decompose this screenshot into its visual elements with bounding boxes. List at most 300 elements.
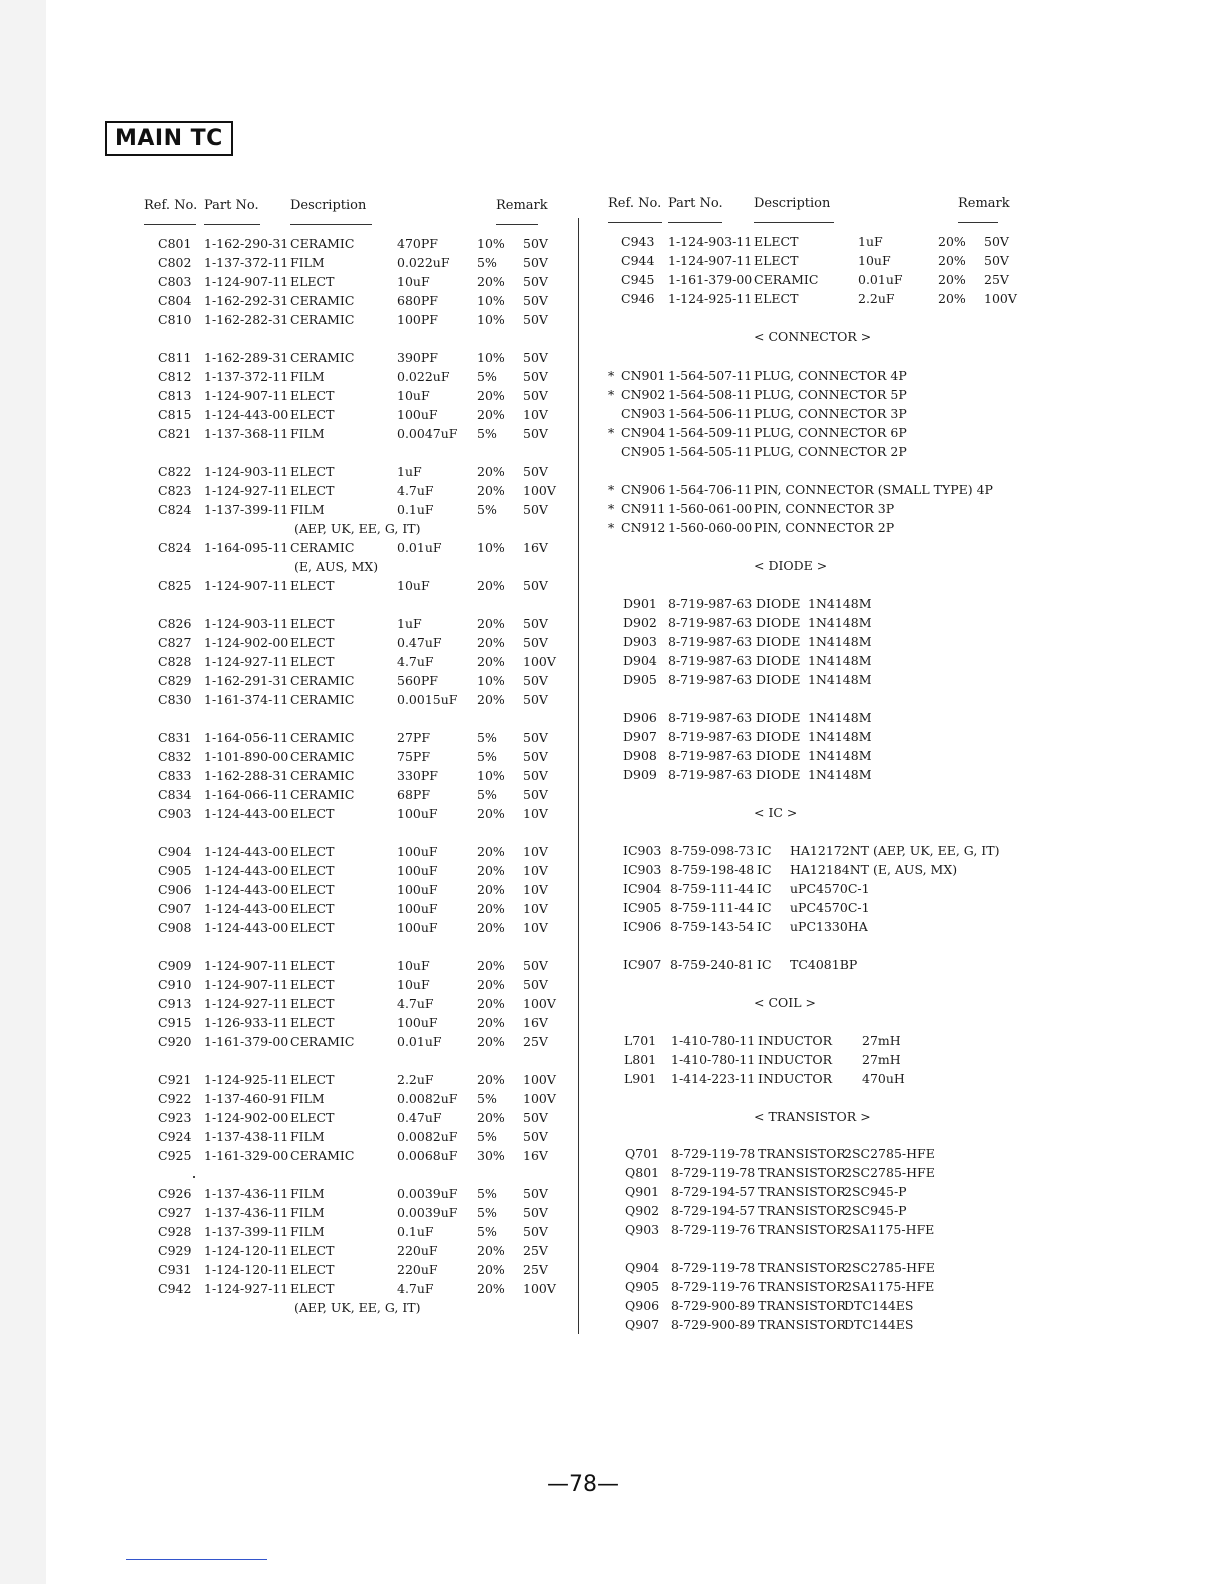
part-no: 8-759-111-44: [670, 900, 755, 915]
right-header-part: Part No.: [668, 196, 723, 211]
part-no: 8-729-900-89: [671, 1317, 756, 1332]
voltage: 50V: [523, 749, 548, 764]
type-no: 1N4148M: [808, 634, 872, 649]
left-header-remark-underline: [496, 224, 538, 225]
part-no: 8-729-119-76: [671, 1279, 756, 1294]
voltage: 100V: [523, 1281, 556, 1296]
tolerance: 20%: [938, 234, 966, 249]
tolerance: 10%: [477, 540, 505, 555]
voltage: 100V: [523, 654, 556, 669]
group-heading-coil: < COIL >: [754, 995, 816, 1010]
value: 100uF: [397, 901, 438, 916]
description: DIODE: [756, 748, 801, 763]
voltage: 10V: [523, 920, 548, 935]
tolerance: 30%: [477, 1148, 505, 1163]
part-no: 1-564-506-11: [668, 406, 753, 421]
voltage: 10V: [523, 407, 548, 422]
part-no: 1-124-902-00: [204, 635, 289, 650]
value: 220uF: [397, 1262, 438, 1277]
description: FILM: [290, 1224, 325, 1239]
part-no: 1-124-925-11: [668, 291, 753, 306]
voltage: 16V: [523, 540, 548, 555]
part-no: 8-759-240-81: [670, 957, 755, 972]
type-no: 27mH: [862, 1033, 901, 1048]
description: IC: [757, 957, 772, 972]
voltage: 50V: [523, 388, 548, 403]
part-no: 1-164-056-11: [204, 730, 289, 745]
description: ELECT: [290, 464, 335, 479]
tolerance: 20%: [477, 1281, 505, 1296]
ref-no: C811: [158, 350, 192, 365]
right-header-part-underline: [668, 222, 722, 223]
value: 10uF: [397, 388, 430, 403]
part-no: 1-410-780-11: [671, 1033, 756, 1048]
ref-no: C946: [621, 291, 655, 306]
scan-edge-shadow: [0, 0, 46, 1584]
voltage: 50V: [984, 253, 1009, 268]
part-no: 1-162-282-31: [204, 312, 289, 327]
type-no: TC4081BP: [790, 957, 858, 972]
part-no: 8-729-194-57: [671, 1184, 756, 1199]
value: 1uF: [397, 464, 422, 479]
part-no: 1-564-706-11: [668, 482, 753, 497]
left-header-desc: Description: [290, 198, 367, 213]
description: CERAMIC: [290, 768, 355, 783]
ref-no: Q902: [625, 1203, 660, 1218]
description: ELECT: [290, 920, 335, 935]
new-part-marker: *: [608, 520, 615, 535]
ref-no: Q904: [625, 1260, 660, 1275]
ref-no: C926: [158, 1186, 192, 1201]
part-no: 1-124-907-11: [204, 274, 289, 289]
value: 4.7uF: [397, 1281, 434, 1296]
tolerance: 20%: [477, 388, 505, 403]
ref-no: C943: [621, 234, 655, 249]
tolerance: 5%: [477, 1186, 497, 1201]
description: ELECT: [290, 1243, 335, 1258]
tolerance: 20%: [477, 996, 505, 1011]
voltage: 50V: [523, 958, 548, 973]
voltage: 50V: [523, 1110, 548, 1125]
ref-no: C920: [158, 1034, 192, 1049]
value: 10uF: [397, 274, 430, 289]
part-no: 1-137-368-11: [204, 426, 289, 441]
ref-no: Q906: [625, 1298, 660, 1313]
value: 0.47uF: [397, 1110, 442, 1125]
group-heading-connector: < CONNECTOR >: [754, 329, 872, 344]
value: 100uF: [397, 844, 438, 859]
ref-no: C803: [158, 274, 192, 289]
part-no: 1-162-288-31: [204, 768, 289, 783]
ref-no: Q905: [625, 1279, 660, 1294]
tolerance: 10%: [477, 768, 505, 783]
tolerance: 5%: [477, 1224, 497, 1239]
description: ELECT: [290, 958, 335, 973]
type-no: 1N4148M: [808, 653, 872, 668]
value: 0.0039uF: [397, 1186, 458, 1201]
description: PIN, CONNECTOR 2P: [754, 520, 895, 535]
value: 100uF: [397, 806, 438, 821]
tolerance: 20%: [477, 407, 505, 422]
description: CERAMIC: [290, 236, 355, 251]
tolerance: 20%: [477, 977, 505, 992]
tolerance: 20%: [477, 654, 505, 669]
tolerance: 20%: [477, 882, 505, 897]
part-no: 1-137-436-11: [204, 1186, 289, 1201]
value: 0.022uF: [397, 369, 450, 384]
ref-no: D908: [623, 748, 657, 763]
type-no: 1N4148M: [808, 710, 872, 725]
description: DIODE: [756, 596, 801, 611]
description: ELECT: [754, 253, 799, 268]
part-no: 1-164-066-11: [204, 787, 289, 802]
ref-no: C927: [158, 1205, 192, 1220]
part-no: 1-124-443-00: [204, 901, 289, 916]
part-no: 1-164-095-11: [204, 540, 289, 555]
description: ELECT: [290, 863, 335, 878]
type-no: 2SC945-P: [844, 1203, 907, 1218]
tolerance: 20%: [477, 1015, 505, 1030]
ref-no: C903: [158, 806, 192, 821]
ref-no: CN903: [621, 406, 666, 421]
description: TRANSISTOR: [758, 1203, 846, 1218]
value: 0.01uF: [397, 1034, 442, 1049]
value: 1uF: [858, 234, 883, 249]
part-no: 1-124-927-11: [204, 1281, 289, 1296]
description: TRANSISTOR: [758, 1222, 846, 1237]
right-header-remark: Remark: [958, 196, 1010, 211]
part-no: 8-719-987-63: [668, 672, 753, 687]
ref-no: Q907: [625, 1317, 660, 1332]
description: FILM: [290, 502, 325, 517]
description: ELECT: [290, 1281, 335, 1296]
tolerance: 5%: [477, 749, 497, 764]
value: 470PF: [397, 236, 438, 251]
tolerance: 5%: [477, 1129, 497, 1144]
part-no: 1-124-903-11: [204, 464, 289, 479]
part-no: 1-124-903-11: [668, 234, 753, 249]
description: INDUCTOR: [758, 1033, 832, 1048]
part-no: 1-564-508-11: [668, 387, 753, 402]
type-no: 2SC2785-HFE: [844, 1146, 935, 1161]
ref-no: D904: [623, 653, 657, 668]
value: 100PF: [397, 312, 438, 327]
part-no: 1-101-890-00: [204, 749, 289, 764]
tolerance: 20%: [477, 1262, 505, 1277]
tolerance: 20%: [477, 578, 505, 593]
part-no: 1-137-438-11: [204, 1129, 289, 1144]
tolerance: 5%: [477, 502, 497, 517]
description: DIODE: [756, 615, 801, 630]
new-part-marker: *: [608, 368, 615, 383]
part-no: 1-124-907-11: [668, 253, 753, 268]
part-no: 1-124-120-11: [204, 1243, 289, 1258]
part-no: 8-759-111-44: [670, 881, 755, 896]
description: DIODE: [756, 653, 801, 668]
ref-no: D907: [623, 729, 657, 744]
ref-no: C929: [158, 1243, 192, 1258]
part-no: 1-137-460-91: [204, 1091, 289, 1106]
ref-no: C906: [158, 882, 192, 897]
description: TRANSISTOR: [758, 1165, 846, 1180]
tolerance: 10%: [477, 312, 505, 327]
part-no: 8-759-143-54: [670, 919, 755, 934]
description: INDUCTOR: [758, 1052, 832, 1067]
ref-no: C824: [158, 540, 192, 555]
group-heading-transistor: < TRANSISTOR >: [754, 1109, 871, 1124]
part-no: 1-124-907-11: [204, 388, 289, 403]
ref-no: C931: [158, 1262, 192, 1277]
ref-no: D905: [623, 672, 657, 687]
part-no: 1-560-061-00: [668, 501, 753, 516]
voltage: 25V: [523, 1034, 548, 1049]
type-no: 1N4148M: [808, 596, 872, 611]
value: 10uF: [858, 253, 891, 268]
description: CERAMIC: [290, 1034, 355, 1049]
part-no: 1-124-443-00: [204, 844, 289, 859]
description: ELECT: [290, 635, 335, 650]
voltage: 50V: [523, 236, 548, 251]
description: TRANSISTOR: [758, 1279, 846, 1294]
description: ELECT: [754, 291, 799, 306]
description: PLUG, CONNECTOR 6P: [754, 425, 907, 440]
part-no: 8-719-987-63: [668, 596, 753, 611]
type-no: 1N4148M: [808, 672, 872, 687]
description: ELECT: [290, 882, 335, 897]
ref-no: C804: [158, 293, 192, 308]
part-no: 8-729-900-89: [671, 1298, 756, 1313]
ref-no: C831: [158, 730, 192, 745]
description: CERAMIC: [290, 673, 355, 688]
voltage: 10V: [523, 844, 548, 859]
ref-no: C944: [621, 253, 655, 268]
group-heading-ic: < IC >: [754, 805, 798, 820]
ref-no: C905: [158, 863, 192, 878]
ref-no: C904: [158, 844, 192, 859]
type-no: uPC1330HA: [790, 919, 868, 934]
ref-no: D909: [623, 767, 657, 782]
left-header-remark: Remark: [496, 198, 548, 213]
part-no: 8-719-987-63: [668, 729, 753, 744]
tolerance: 20%: [477, 1072, 505, 1087]
part-no: 8-729-119-76: [671, 1222, 756, 1237]
type-no: HA12184NT (E, AUS, MX): [790, 862, 958, 877]
part-no: 1-124-443-00: [204, 920, 289, 935]
voltage: 50V: [523, 977, 548, 992]
ref-no: C924: [158, 1129, 192, 1144]
description: TRANSISTOR: [758, 1184, 846, 1199]
value: 4.7uF: [397, 483, 434, 498]
type-no: 1N4148M: [808, 767, 872, 782]
ref-no: D903: [623, 634, 657, 649]
description: PLUG, CONNECTOR 4P: [754, 368, 907, 383]
tolerance: 20%: [477, 863, 505, 878]
tolerance: 20%: [477, 1243, 505, 1258]
tolerance: 10%: [477, 236, 505, 251]
description: (AEP, UK, EE, G, IT): [294, 521, 421, 536]
part-no: 8-719-987-63: [668, 615, 753, 630]
value: 100uF: [397, 863, 438, 878]
type-no: 1N4148M: [808, 748, 872, 763]
part-no: 1-161-379-00: [668, 272, 753, 287]
description: ELECT: [290, 1015, 335, 1030]
value: 27PF: [397, 730, 430, 745]
part-no: 1-124-903-11: [204, 616, 289, 631]
part-no: 8-759-198-48: [670, 862, 755, 877]
type-no: 1N4148M: [808, 615, 872, 630]
ref-no: C832: [158, 749, 192, 764]
description: (AEP, UK, EE, G, IT): [294, 1300, 421, 1315]
part-no: 1-124-120-11: [204, 1262, 289, 1277]
description: ELECT: [754, 234, 799, 249]
voltage: 25V: [523, 1243, 548, 1258]
type-no: 2SC2785-HFE: [844, 1165, 935, 1180]
description: ELECT: [290, 901, 335, 916]
description: CERAMIC: [290, 1148, 355, 1163]
part-no: 8-729-119-78: [671, 1260, 756, 1275]
part-no: 1-124-927-11: [204, 654, 289, 669]
part-no: 1-564-505-11: [668, 444, 753, 459]
type-no: 470uH: [862, 1071, 905, 1086]
description: ELECT: [290, 806, 335, 821]
ref-no: C942: [158, 1281, 192, 1296]
value: 0.1uF: [397, 502, 434, 517]
description: CERAMIC: [290, 730, 355, 745]
ref-no: Q801: [625, 1165, 660, 1180]
ref-no: C821: [158, 426, 192, 441]
value: 10uF: [397, 977, 430, 992]
value: 0.01uF: [858, 272, 903, 287]
ref-no: C909: [158, 958, 192, 973]
type-no: uPC4570C-1: [790, 900, 870, 915]
value: 2.2uF: [858, 291, 895, 306]
value: 330PF: [397, 768, 438, 783]
part-no: 8-729-119-78: [671, 1146, 756, 1161]
ref-no: C922: [158, 1091, 192, 1106]
tolerance: 5%: [477, 1091, 497, 1106]
part-no: 1-124-443-00: [204, 806, 289, 821]
part-no: 1-124-443-00: [204, 407, 289, 422]
description: ELECT: [290, 977, 335, 992]
description: CERAMIC: [290, 312, 355, 327]
voltage: 50V: [523, 768, 548, 783]
tolerance: 10%: [477, 673, 505, 688]
voltage: 10V: [523, 806, 548, 821]
ref-no: CN911: [621, 501, 666, 516]
type-no: DTC144ES: [844, 1298, 914, 1313]
value: 220uF: [397, 1243, 438, 1258]
voltage: 50V: [523, 673, 548, 688]
part-no: 1-162-289-31: [204, 350, 289, 365]
voltage: 50V: [523, 255, 548, 270]
voltage: 50V: [523, 464, 548, 479]
ref-no: IC906: [623, 919, 662, 934]
type-no: 2SA1175-HFE: [844, 1222, 935, 1237]
part-no: 8-719-987-63: [668, 767, 753, 782]
part-no: 1-161-374-11: [204, 692, 289, 707]
value: 560PF: [397, 673, 438, 688]
scan-speck: [193, 1176, 195, 1178]
part-no: 1-162-290-31: [204, 236, 289, 251]
right-header-desc: Description: [754, 196, 831, 211]
part-no: 1-124-443-00: [204, 882, 289, 897]
tolerance: 20%: [477, 274, 505, 289]
voltage: 50V: [523, 1129, 548, 1144]
part-no: 1-564-509-11: [668, 425, 753, 440]
voltage: 50V: [523, 312, 548, 327]
ref-no: L901: [624, 1071, 657, 1086]
page-number: —78—: [547, 1472, 619, 1497]
ref-no: C813: [158, 388, 192, 403]
description: CERAMIC: [290, 787, 355, 802]
description: PLUG, CONNECTOR 3P: [754, 406, 907, 421]
value: 75PF: [397, 749, 430, 764]
ref-no: IC907: [623, 957, 662, 972]
value: 100uF: [397, 1015, 438, 1030]
tolerance: 20%: [938, 291, 966, 306]
left-header-part-underline: [204, 224, 260, 225]
type-no: HA12172NT (AEP, UK, EE, G, IT): [790, 843, 1000, 858]
ref-no: D906: [623, 710, 657, 725]
tolerance: 5%: [477, 1205, 497, 1220]
part-no: 1-161-379-00: [204, 1034, 289, 1049]
left-header-ref-underline: [144, 224, 196, 225]
voltage: 25V: [984, 272, 1009, 287]
description: FILM: [290, 1186, 325, 1201]
value: 0.1uF: [397, 1224, 434, 1239]
description: CERAMIC: [290, 293, 355, 308]
value: 2.2uF: [397, 1072, 434, 1087]
tolerance: 5%: [477, 787, 497, 802]
ref-no: C915: [158, 1015, 192, 1030]
right-header-ref: Ref. No.: [608, 196, 662, 211]
ref-no: CN906: [621, 482, 666, 497]
ref-no: C925: [158, 1148, 192, 1163]
voltage: 50V: [523, 578, 548, 593]
ref-no: C928: [158, 1224, 192, 1239]
left-header-desc-underline: [290, 224, 372, 225]
description: CERAMIC: [754, 272, 819, 287]
ref-no: CN902: [621, 387, 666, 402]
ref-no: IC903: [623, 843, 662, 858]
new-part-marker: *: [608, 387, 615, 402]
tolerance: 5%: [477, 426, 497, 441]
group-heading-diode: < DIODE >: [754, 558, 828, 573]
voltage: 50V: [523, 787, 548, 802]
ref-no: CN905: [621, 444, 666, 459]
description: ELECT: [290, 578, 335, 593]
voltage: 50V: [523, 350, 548, 365]
voltage: 10V: [523, 901, 548, 916]
part-no: 1-124-927-11: [204, 483, 289, 498]
ref-no: Q903: [625, 1222, 660, 1237]
ref-no: C913: [158, 996, 192, 1011]
tolerance: 20%: [938, 272, 966, 287]
value: 0.0082uF: [397, 1129, 458, 1144]
voltage: 50V: [523, 616, 548, 631]
value: 4.7uF: [397, 996, 434, 1011]
part-no: 1-410-780-11: [671, 1052, 756, 1067]
ref-no: D901: [623, 596, 657, 611]
part-no: 1-124-907-11: [204, 578, 289, 593]
description: ELECT: [290, 844, 335, 859]
description: CERAMIC: [290, 692, 355, 707]
voltage: 50V: [523, 369, 548, 384]
description: PLUG, CONNECTOR 2P: [754, 444, 907, 459]
part-no: 1-137-372-11: [204, 255, 289, 270]
ref-no: Q901: [625, 1184, 660, 1199]
description: DIODE: [756, 634, 801, 649]
